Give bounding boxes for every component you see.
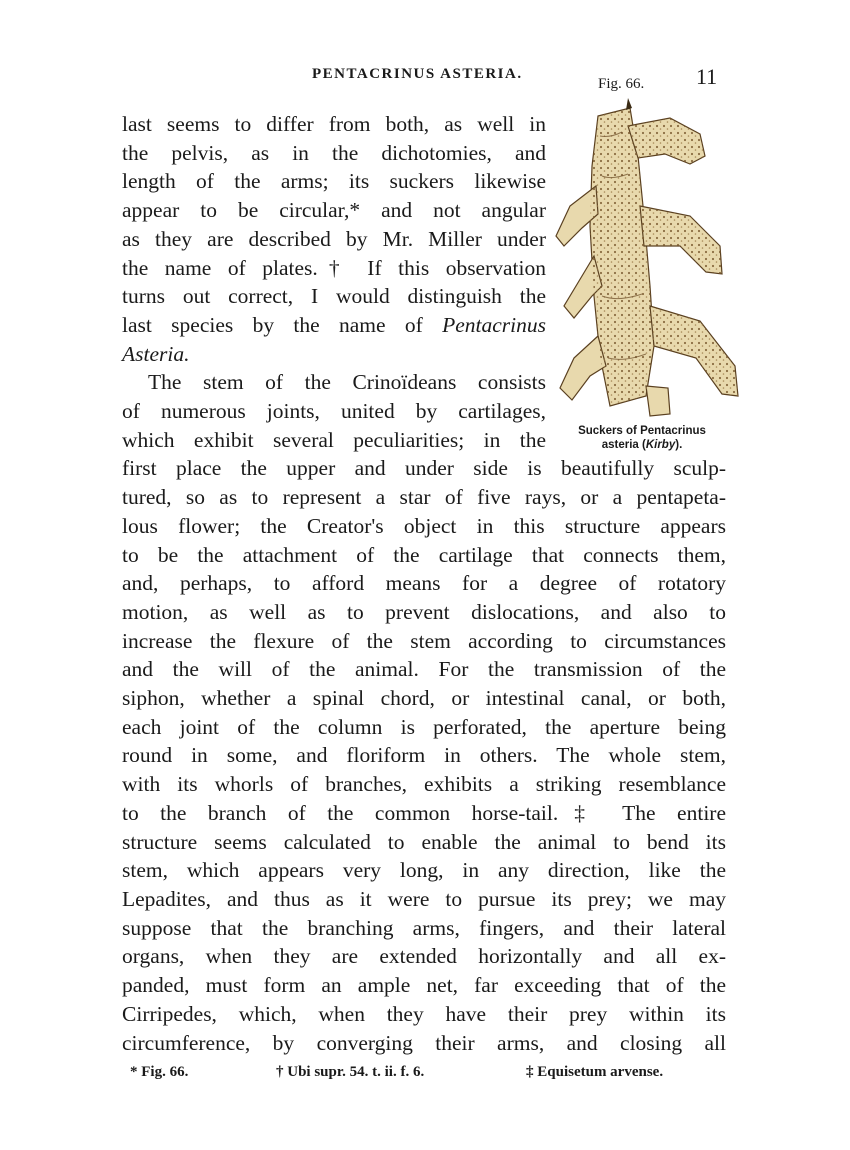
text-line	[122, 340, 546, 369]
footnote-2: † Ubi supr. 54. t. ii. f. 6.	[276, 1064, 425, 1080]
text-line: as they are described by Mr. Miller under	[122, 226, 546, 251]
text-line: lous flower; the Creator's object in this structure appears	[122, 513, 726, 538]
text-line: motion, as well as to prevent dislocations, and also to	[122, 599, 726, 624]
text-line: Lepadites, and thus as it were to pursue its prey; we may	[122, 886, 726, 911]
text-line: the pelvis, as in the dichotomies, and	[122, 140, 546, 165]
text-line: stem, which appears very long, in any direction, like the	[122, 858, 726, 883]
text-line: and the will of the animal. For the transmission of the	[122, 657, 726, 682]
main-text	[122, 110, 726, 1057]
text-line: The stem of the Crinoïdeans consists	[148, 370, 546, 395]
text-line: suppose that the branching arms, fingers, and their lateral	[122, 915, 726, 940]
text-line: which exhibit several peculiarities; in the	[122, 427, 546, 452]
text-line: circumference, by converging their arms, and closing all	[122, 1030, 726, 1055]
text-line: turns out correct, I would distinguish the	[122, 284, 546, 309]
text-line: the name of plates.† If this observation	[122, 255, 546, 280]
species-name: Asteria.	[122, 341, 190, 366]
text-line: and, perhaps, to afford means for a degree of rotatory	[122, 571, 726, 596]
paragraph-1	[122, 110, 546, 368]
text-line: panded, must form an ample net, far exceeding that of the	[122, 973, 726, 998]
text-line: tured, so as to represent a star of five rays, or a pentapeta-	[122, 485, 726, 510]
text-line: increase the flexure of the stem according to circumstances	[122, 628, 726, 653]
text-line: to be the attachment of the cartilage that connects them,	[122, 542, 726, 567]
text-line: structure seems calculated to enable the animal to bend its	[122, 829, 726, 854]
footnote-1: * Fig. 66.	[130, 1064, 189, 1080]
species-name: Pentacrinus	[442, 312, 546, 337]
caption-line-2-start: asteria (	[601, 439, 646, 451]
text-line: first place the upper and under side is beautifully sculp-	[122, 456, 726, 481]
figure-label: Fig. 66.	[598, 76, 645, 92]
text-line: to the branch of the common horse-tail.‡ The entire	[122, 800, 726, 825]
running-title: PENTACRINUS ASTERIA.	[312, 66, 523, 82]
text-line: Cirripedes, which, when they have their prey within its	[122, 1001, 726, 1026]
text-line: length of the arms; its suckers likewise	[122, 169, 546, 194]
text-line: appear to be circular,* and not angular	[122, 198, 546, 223]
text-line: of numerous joints, united by cartilages,	[122, 399, 546, 424]
paragraph-2	[122, 368, 726, 1057]
text-line: siphon, whether a spinal chord, or intestinal canal, or both,	[122, 686, 726, 711]
text-line: last seems to differ from both, as well in	[122, 112, 546, 136]
page-header	[122, 66, 726, 96]
caption-author: Kirby	[645, 439, 676, 451]
page-number: 11	[696, 64, 718, 89]
text-line: each joint of the column is perforated, the aperture being	[122, 714, 726, 739]
caption-line-2-end: ).	[675, 439, 683, 451]
text-line-with-species: last species by the name of Pentacrinus	[122, 312, 546, 337]
text-line: round in some, and floriform in others. The whole stem,	[122, 743, 726, 768]
text-line: organs, when they are extended horizontally and all ex-	[122, 944, 726, 969]
footnote-3: ‡ Equisetum arvense.	[526, 1064, 664, 1080]
text-line: with its whorls of branches, exhibits a striking resemblance	[122, 772, 726, 797]
caption-line-1: Suckers of Pentacrinus	[578, 425, 706, 437]
